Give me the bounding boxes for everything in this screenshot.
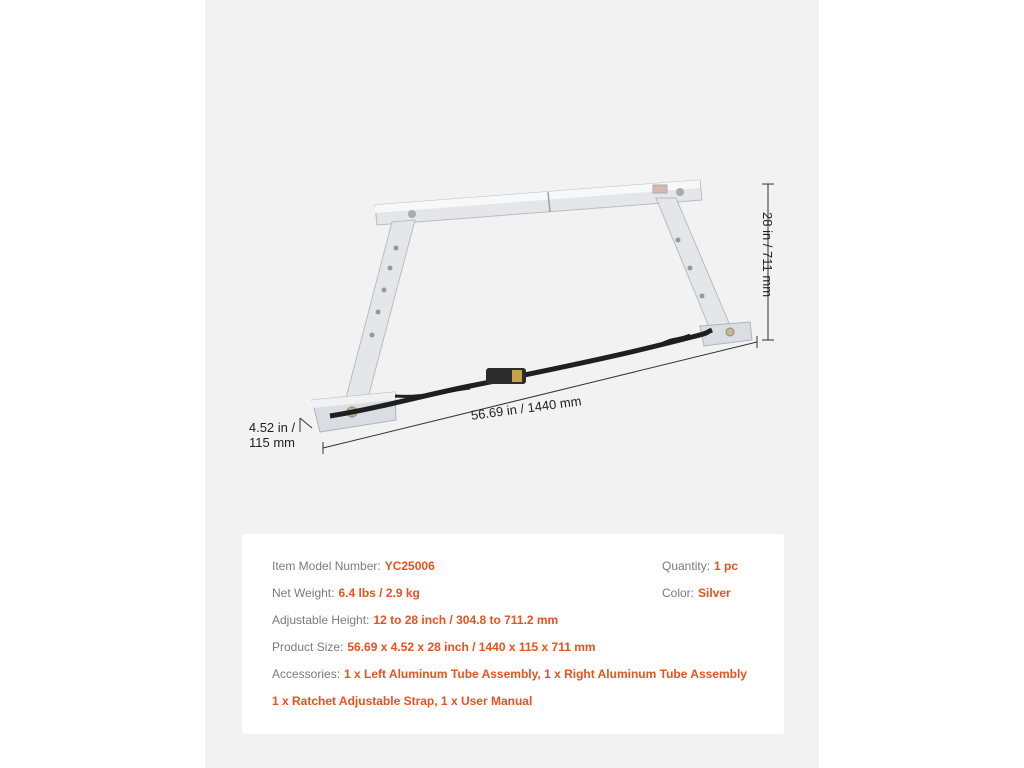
height-dimension-label <box>760 212 785 312</box>
spec-accessories-line1: 1 x Left Aluminum Tube Assembly, 1 x Right Aluminum Tube Assembly <box>344 667 747 681</box>
spec-net-weight-label: Net Weight: <box>272 586 335 600</box>
spec-quantity-value: 1 pc <box>714 559 739 573</box>
spec-quantity-label: Quantity: <box>662 559 711 573</box>
top-crossbar <box>375 180 702 225</box>
base-dimension-line1: 4.52 in / <box>248 420 296 435</box>
left-leg <box>346 220 415 398</box>
spec-accessories-label: Accessories: <box>272 667 341 681</box>
spec-product-size <box>272 640 596 654</box>
spec-net-weight-value: 6.4 lbs / 2.9 kg <box>338 586 420 600</box>
spec-color-label: Color: <box>662 586 695 600</box>
base-dimension-label <box>242 420 302 450</box>
spec-quantity <box>662 559 738 573</box>
spec-color-value: Silver <box>698 586 731 600</box>
spec-product-size-label: Product Size: <box>272 640 344 654</box>
specification-card <box>242 534 784 734</box>
spec-accessories-continued <box>272 694 532 708</box>
spec-net-weight <box>272 586 420 600</box>
spec-adjustable-height <box>272 613 558 627</box>
spec-product-size-value: 56.69 x 4.52 x 28 inch / 1440 x 115 x 711 mm <box>347 640 596 654</box>
right-leg <box>656 198 732 334</box>
spec-color <box>662 586 731 600</box>
base-dimension-line2: 115 mm <box>249 435 295 450</box>
spec-model-value: YC25006 <box>384 559 435 573</box>
height-dimension-text: 28 in / 711 mm <box>760 212 775 298</box>
width-dimension-label: 56.69 in / 1440 mm <box>470 393 583 423</box>
spec-model-label: Item Model Number: <box>272 559 381 573</box>
spec-model <box>272 559 435 573</box>
spec-accessories <box>272 667 747 681</box>
spec-adjustable-height-value: 12 to 28 inch / 304.8 to 711.2 mm <box>373 613 559 627</box>
spec-accessories-line2: 1 x Ratchet Adjustable Strap, 1 x User Manual <box>272 694 533 708</box>
spec-adjustable-height-label: Adjustable Height: <box>272 613 370 627</box>
